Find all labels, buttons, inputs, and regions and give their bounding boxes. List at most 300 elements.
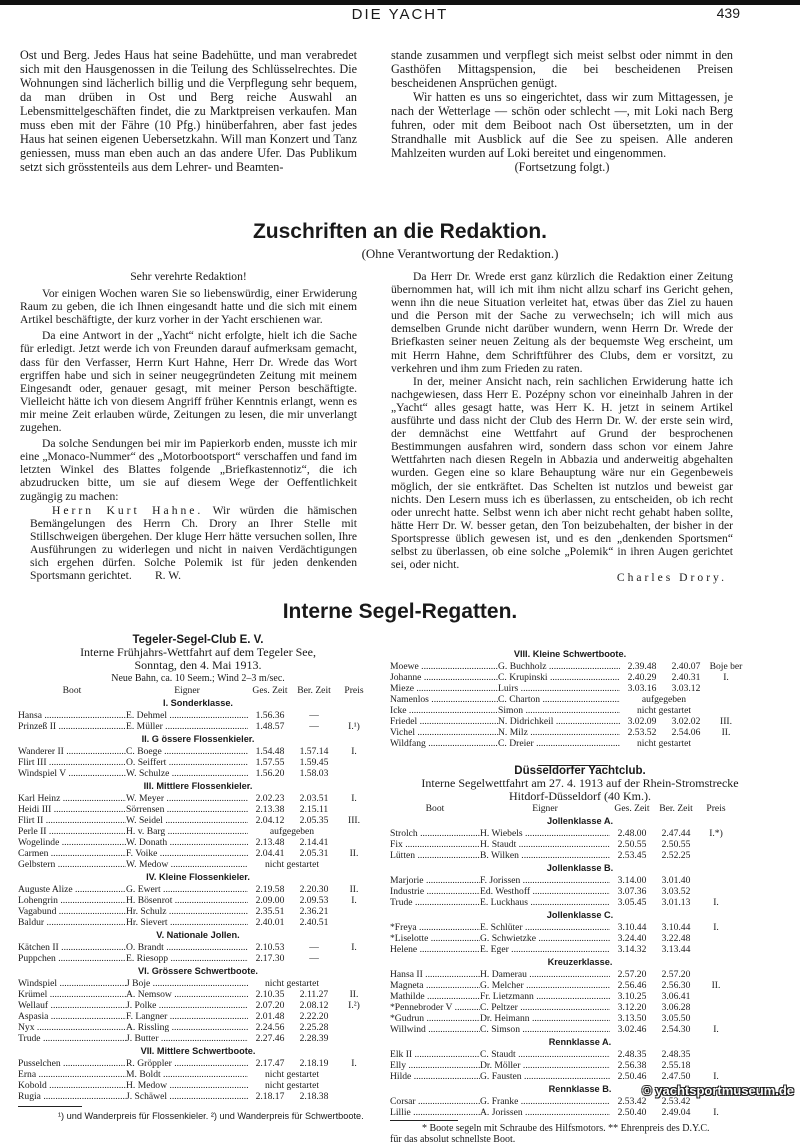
quoted-notice [20, 504, 357, 583]
owner-name: O. Seiffert ..... [126, 757, 248, 768]
prize: I. [723, 672, 729, 683]
prize: I. [351, 942, 357, 953]
prize [336, 1080, 372, 1091]
corrected-time: 2.48.35 [661, 1049, 691, 1060]
duesseldorf-footnote-cont: für das absolut schnellste Boot. [390, 1134, 516, 1145]
total-time: 2.48.00 [617, 828, 647, 839]
owner-name: J. Polke ..... [126, 1000, 248, 1011]
col-owner: Eigner [532, 803, 558, 814]
table-row [18, 989, 378, 1000]
race-status: aufgegeben [641, 694, 687, 705]
prize: I. [713, 1107, 719, 1118]
table-row [18, 1011, 378, 1022]
total-time: 3.05.45 [617, 897, 647, 908]
boat-name: Heidi III ..... [18, 804, 126, 815]
prize [698, 991, 734, 1002]
corrected-time: 2.40.31 [671, 672, 701, 683]
total-time: 3.02.09 [627, 716, 657, 727]
table-row [390, 661, 750, 672]
table-row [390, 969, 770, 980]
corrected-time: 2.53.42 [661, 1096, 691, 1107]
table-row [18, 942, 378, 953]
corrected-time: 1.59.45 [299, 757, 329, 768]
boat-name: Helene ..... [390, 944, 480, 955]
boat-name: Gelbstern ..... [18, 859, 126, 870]
corrected-time: 2.05.31 [299, 848, 329, 859]
owner-name: W. Seidel ..... [126, 815, 248, 826]
boat-name: Corsar ..... [390, 1096, 480, 1107]
corrected-time: 1.58.03 [299, 768, 329, 779]
class-heading: IV. Kleine Flossenkieler. [146, 872, 250, 882]
prize: III. [720, 716, 732, 727]
owner-name: F. Langner ..... [126, 1011, 248, 1022]
class-heading: Kreuzerklasse. [547, 957, 613, 967]
owner-name: J. Schäwel ..... [126, 1091, 248, 1102]
owner-name: J Boje ..... [126, 978, 248, 989]
table-row [18, 746, 378, 757]
prize [708, 694, 744, 705]
corrected-time: 3.02.02 [671, 716, 701, 727]
table-row [18, 895, 378, 906]
table-row [18, 1058, 378, 1069]
corrected-time: 2.20.30 [299, 884, 329, 895]
table-row [390, 897, 770, 908]
boat-name: Perle II ..... [18, 826, 126, 837]
corrected-time: 2.09.53 [299, 895, 329, 906]
col-total: Ges. Zeit [252, 685, 288, 696]
corrected-time: 3.05.50 [661, 1013, 691, 1024]
owner-name: H. Wiebels ..... [480, 828, 610, 839]
boat-name: Karl Heinz ..... [18, 793, 126, 804]
table-row [390, 1107, 770, 1118]
prize: I.¹) [348, 721, 360, 732]
total-time: 2.57.20 [617, 969, 647, 980]
corrected-time: 2.47.44 [661, 828, 691, 839]
boat-name: Trude ..... [18, 1033, 126, 1044]
col-prize: Preis [344, 685, 364, 696]
total-time: 2.50.55 [617, 839, 647, 850]
prize [336, 906, 372, 917]
table-row [18, 837, 378, 848]
total-time: 2.56.38 [617, 1060, 647, 1071]
race-status: nicht gestartet [264, 1069, 320, 1080]
prize: I. [351, 1058, 357, 1069]
table-row [390, 933, 770, 944]
owner-name: C. Charton ..... [498, 694, 620, 705]
class-heading: Rennklasse A. [548, 1037, 612, 1047]
prize [336, 837, 372, 848]
owner-name: A. Nemsow ..... [126, 989, 248, 1000]
duesseldorf-footnote: * Boote segeln mit Schraube des Hilfsmotors. ** Ehrenpreis des D.Y.C. [422, 1123, 710, 1134]
prize [708, 705, 744, 716]
col-corrected: Ber. Zeit [297, 685, 331, 696]
page-number: 439 [716, 5, 740, 21]
owner-name: C. Dreier ..... [498, 738, 620, 749]
boat-name: Industrie ..... [390, 886, 480, 897]
owner-name: E. Eger ..... [480, 944, 610, 955]
corrected-time: — [309, 710, 319, 721]
table-row [18, 953, 378, 964]
event-name: Interne Frühjahrs-Wettfahrt auf dem Tegeler See, [80, 645, 316, 659]
table-row [18, 884, 378, 895]
table-row [18, 848, 378, 859]
boat-name: Erna ..... [18, 1069, 126, 1080]
table-row [18, 906, 378, 917]
total-time: 3.12.20 [617, 1002, 647, 1013]
boat-name: Puppchen ..... [18, 953, 126, 964]
prize [698, 875, 734, 886]
table-row [390, 944, 770, 955]
corrected-time: 2.22.20 [299, 1011, 329, 1022]
table-row [390, 1049, 770, 1060]
running-head [0, 5, 800, 25]
prize: I. [351, 746, 357, 757]
regattas-title: Interne Segel-Regatten. [282, 600, 518, 623]
journal-title: DIE YACHT [351, 6, 449, 23]
table-row [390, 828, 770, 839]
boat-name: Krümel ..... [18, 989, 126, 1000]
owner-name: G. Melcher ..... [480, 980, 610, 991]
boat-name: Prinzeß II ..... [18, 721, 126, 732]
letter-paragraph: Da solche Sendungen bei mir im Papierkorb enden, musste ich mir eine „Monaco-Nummer“ des „Motorbootsport“ verschaffen und fand im letzten Winkel des Blattes folgende „Briefkastennotiz“, die ich abzudrucken bitte, um sie auf diesem Wege der Oeffentlichkeit zugängig zu machen: [20, 437, 357, 503]
corrected-time: 2.05.35 [299, 815, 329, 826]
boat-name: Hilde ..... [390, 1071, 480, 1082]
corrected-time: 2.55.18 [661, 1060, 691, 1071]
salutation: Sehr verehrte Redaktion! [130, 270, 247, 283]
table-row [18, 768, 378, 779]
class-heading: I. Sonderklasse. [163, 698, 233, 708]
owner-name: W. Donath ..... [126, 837, 248, 848]
table-row [18, 804, 378, 815]
table-row [390, 1060, 770, 1071]
footnote-rule [390, 1120, 458, 1121]
table-row [390, 886, 770, 897]
quote-signature: R. W. [154, 569, 182, 583]
total-time: 2.10.35 [255, 989, 285, 1000]
boat-name: Marjorie ..... [390, 875, 480, 886]
total-time: 1.57.55 [255, 757, 285, 768]
owner-name: Sörrensen ..... [126, 804, 248, 815]
owner-name: W. Medow ..... [126, 859, 248, 870]
boat-name: Kobold ..... [18, 1080, 126, 1091]
boat-name: Rugia ..... [18, 1091, 126, 1102]
corrected-time: 2.54.06 [671, 727, 701, 738]
boat-name: Kätchen II ..... [18, 942, 126, 953]
prize: III. [348, 815, 360, 826]
table-row [18, 917, 378, 928]
prize: II. [349, 884, 359, 895]
total-time: 3.13.50 [617, 1013, 647, 1024]
total-time: 2.50.46 [617, 1071, 647, 1082]
club-name: Tegeler-Segel-Club E. V. [132, 634, 264, 646]
table-row [18, 1069, 378, 1080]
corrected-time: 2.15.11 [299, 804, 329, 815]
owner-name: Hr. Schulz ..... [126, 906, 248, 917]
boat-name: *Gudrun ..... [390, 1013, 480, 1024]
table-row [390, 850, 770, 861]
class-heading: Jollenklasse C. [546, 910, 614, 920]
prize [336, 1091, 372, 1102]
total-time: 3.10.25 [617, 991, 647, 1002]
travel-article-left [20, 48, 357, 174]
letter-signature: Charles Drory. [616, 571, 727, 585]
owner-name: Hr. Sievert ..... [126, 917, 248, 928]
letters-subtitle: (Ohne Verantwortung der Redaktion.) [361, 246, 559, 261]
owner-name: C. Peltzer ..... [480, 1002, 610, 1013]
table-row [390, 683, 750, 694]
corrected-time: 2.18.38 [299, 1091, 329, 1102]
table-row [390, 1071, 770, 1082]
boat-name: *Pennebroder V ..... [390, 1002, 480, 1013]
table-row [390, 694, 750, 705]
boat-name: Wildfang ..... [390, 738, 498, 749]
owner-name: A. Rissling ..... [126, 1022, 248, 1033]
corrected-time: 2.50.55 [661, 839, 691, 850]
boat-name: Windspiel V ..... [18, 768, 126, 779]
owner-name: Luirs ..... [498, 683, 620, 694]
tegel-class-viii-body [390, 647, 750, 749]
owner-name: A. Jorissen ..... [480, 1107, 610, 1118]
owner-name: H. v. Barg ..... [126, 826, 248, 837]
corrected-time: 2.11.27 [299, 989, 329, 1000]
boat-name: Lohengrin ..... [18, 895, 126, 906]
total-time: 2.53.52 [627, 727, 657, 738]
col-boat: Boot [425, 803, 445, 814]
corrected-time: 2.25.28 [299, 1022, 329, 1033]
boat-name: Elk II ..... [390, 1049, 480, 1060]
prize [708, 683, 744, 694]
corrected-time: 3.03.12 [671, 683, 701, 694]
total-time: 2.40.29 [627, 672, 657, 683]
total-time: 2.24.56 [255, 1022, 285, 1033]
total-time: 1.56.36 [255, 710, 285, 721]
corrected-time: 2.52.25 [661, 850, 691, 861]
total-time: 2.39.48 [627, 661, 657, 672]
owner-name: E. Riesopp ..... [126, 953, 248, 964]
travel-right-p1: stande zusammen und verpflegt sich meist selbst oder nimmt in den Gasthöfen Mittagspension, die bei bescheidenen Preisen bescheidenen Ansprüchen genügt. [391, 48, 733, 90]
table-row [18, 815, 378, 826]
prize: I. [351, 895, 357, 906]
table-row [18, 1033, 378, 1044]
club-name: Düsseldorfer Yachtclub. [514, 765, 646, 777]
class-heading: Jollenklasse A. [546, 816, 614, 826]
letters-title: Zuschriften an die Redaktion. [252, 220, 548, 243]
tegel-results-continued [390, 647, 750, 766]
corrected-time: 2.36.21 [299, 906, 329, 917]
boat-name: Hansa II ..... [390, 969, 480, 980]
owner-name: E. Luckhaus ..... [480, 897, 610, 908]
total-time: 2.13.38 [255, 804, 285, 815]
boat-name: Auguste Alize ..... [18, 884, 126, 895]
table-row [390, 716, 750, 727]
owner-name: O. Brandt ..... [126, 942, 248, 953]
footnote-rule [18, 1106, 82, 1107]
owner-name: G. Schwietzke ..... [480, 933, 610, 944]
quote-text: Wir würden die hämischen Bemängelungen des Herrn Ch. Drory an Ihrer Stelle mit Stillschweigen übergehen. Der kluge Herr hätte versuchen sollen, Ihre Ausführungen zu widerlegen und nicht in naiven Verdächtigungen sich ergehen dürfen. Solche Polemik ist für jeden denkenden Sportsmann gerichtet. [30, 503, 357, 583]
class-heading: III. Mittlere Flossenkieler. [143, 781, 253, 791]
prize [336, 804, 372, 815]
boat-name: Vichel ..... [390, 727, 498, 738]
class-heading: Jollenklasse B. [546, 863, 614, 873]
col-corrected: Ber. Zeit [659, 803, 693, 814]
prize [336, 1011, 372, 1022]
quote-addressee: Herrn Kurt Hahne. [52, 503, 204, 517]
event-course: Hitdorf-Düsseldorf (40 Km.). [509, 789, 651, 803]
tegel-footnote: ¹) und Wanderpreis für Flossenkieler. ²) und Wanderpreis für Schwertboote. [58, 1111, 364, 1121]
boat-name: Trude ..... [390, 897, 480, 908]
event-name: Interne Segelwettfahrt am 27. 4. 1913 auf der Rhein-Stromstrecke [421, 776, 739, 790]
table-row [18, 721, 378, 732]
travel-right-p2: Wir hatten es uns so eingerichtet, dass wir zum Mittagessen, je nach der Wetterlage — schön oder schlecht —, mit Loki nach Berg fuhren, oder mit dem Beiboot nach Ost übersetzten, um in der Strandhalle mit Ausblick auf die See zu speisen. Alle anderen Mahlzeiten wurden auf Loki bereitet und eingenommen. [391, 90, 733, 160]
race-status: aufgegeben [269, 826, 315, 837]
boat-name: Pusselchen ..... [18, 1058, 126, 1069]
prize: I.²) [348, 1000, 360, 1011]
letter-paragraph: Da eine Antwort in der „Yacht“ nicht erfolgte, hielt ich die Sache für erledigt. Jetzt werde ich von Freunden darauf aufmerksam gemacht, dass für den Verfasser, Herrn Kurt Hahne, Herr Dr. Wrede das Wort ergriffen habe und sich in seiner neugegründeten Zeitung mit meinem Eingesandt oder, genauer gesagt, mit meiner Person beschäftigte. Vielleicht hätte ich von diesem Angriff früher Kenntnis erlangt, wenn es mir meine Zeit erlauben würde, Zeitungen zu lesen, die mir unverlangt zugehen. [20, 329, 357, 435]
boat-name: Mieze ..... [390, 683, 498, 694]
boat-name: Mathilde ..... [390, 991, 480, 1002]
corrected-time: 3.06.41 [661, 991, 691, 1002]
prize [698, 933, 734, 944]
prize [336, 917, 372, 928]
owner-name: G. Ewert ..... [126, 884, 248, 895]
corrected-time: — [309, 942, 319, 953]
col-prize: Preis [706, 803, 726, 814]
owner-name: E. Schlüter ..... [480, 922, 610, 933]
prize: I. [713, 1024, 719, 1035]
continued-note: (Fortsetzung folgt.) [514, 160, 610, 174]
race-status: nicht gestartet [636, 738, 692, 749]
table-row [390, 1024, 770, 1035]
corrected-time: 2.57.20 [661, 969, 691, 980]
corrected-time: 2.40.07 [671, 661, 701, 672]
class-heading: VIII. Kleine Schwertboote. [513, 649, 627, 659]
boat-name: Windspiel ..... [18, 978, 126, 989]
table-row [390, 922, 770, 933]
boat-name: *Liselotte ..... [390, 933, 480, 944]
owner-name: G. Buchholz ..... [498, 661, 620, 672]
corrected-time: 2.47.50 [661, 1071, 691, 1082]
table-row [390, 705, 750, 716]
prize [698, 1002, 734, 1013]
total-time: 1.54.48 [255, 746, 285, 757]
corrected-time: 3.03.52 [661, 886, 691, 897]
boat-name: Wanderer II ..... [18, 746, 126, 757]
prize [336, 757, 372, 768]
boat-name: Strolch ..... [390, 828, 480, 839]
race-status: nicht gestartet [264, 1080, 320, 1091]
owner-name: E. Müller ..... [126, 721, 248, 732]
duesseldorf-table-body [390, 814, 770, 1118]
prize: Boje ber [709, 661, 743, 672]
corrected-time: 3.13.44 [661, 944, 691, 955]
corrected-time: 3.06.28 [661, 1002, 691, 1013]
corrected-time: 1.57.14 [299, 746, 329, 757]
table-row [18, 757, 378, 768]
prize [336, 768, 372, 779]
table-row [18, 1022, 378, 1033]
owner-name: R. Gröppler ..... [126, 1058, 248, 1069]
owner-name: W. Meyer ..... [126, 793, 248, 804]
owner-name: C. Boege ..... [126, 746, 248, 757]
owner-name: Simon ..... [498, 705, 620, 716]
owner-name: M. Boldt ..... [126, 1069, 248, 1080]
boat-name: *Freya ..... [390, 922, 480, 933]
total-time: 2.50.40 [617, 1107, 647, 1118]
event-course: Neue Bahn, ca. 10 Seem.; Wind 2–3 m/sec. [111, 673, 285, 684]
total-time: 3.14.32 [617, 944, 647, 955]
table-row [18, 1080, 378, 1091]
prize [698, 1013, 734, 1024]
owner-name: Dr. Heimann ..... [480, 1013, 610, 1024]
race-status: nicht gestartet [264, 859, 320, 870]
total-time: 2.48.35 [617, 1049, 647, 1060]
table-row [18, 710, 378, 721]
prize [698, 839, 734, 850]
prize: I. [351, 793, 357, 804]
owner-name: Fr. Lietzmann ..... [480, 991, 610, 1002]
travel-article-right [391, 48, 733, 174]
class-heading: VI. Grössere Schwertboote. [138, 966, 258, 976]
table-header [18, 685, 378, 696]
owner-name: W. Schulze ..... [126, 768, 248, 779]
prize [336, 953, 372, 964]
owner-name: B. Wilken ..... [480, 850, 610, 861]
total-time: 2.27.46 [255, 1033, 285, 1044]
prize [698, 944, 734, 955]
corrected-time: 3.10.44 [661, 922, 691, 933]
owner-name: Ed. Westhoff ..... [480, 886, 610, 897]
total-time: 2.19.58 [255, 884, 285, 895]
owner-name: H. Staudt ..... [480, 839, 610, 850]
prize [336, 826, 372, 837]
letter-right-column [391, 270, 733, 584]
owner-name: G. Franke ..... [480, 1096, 610, 1107]
boat-name: Icke ..... [390, 705, 498, 716]
total-time: 3.24.40 [617, 933, 647, 944]
owner-name: F. Jorissen ..... [480, 875, 610, 886]
tegel-results [18, 635, 378, 1122]
table-row [390, 839, 770, 850]
total-time: 3.02.46 [617, 1024, 647, 1035]
owner-name: E. Dehmel ..... [126, 710, 248, 721]
prize [336, 1022, 372, 1033]
corrected-time: 2.40.51 [299, 917, 329, 928]
prize: I. [713, 922, 719, 933]
class-heading: Rennklasse B. [548, 1084, 612, 1094]
boat-name: Moewe ..... [390, 661, 498, 672]
tegel-table-body [18, 696, 378, 1102]
boat-name: Aspasia ..... [18, 1011, 126, 1022]
corrected-time: 2.03.51 [299, 793, 329, 804]
boat-name: Johanne ..... [390, 672, 498, 683]
corrected-time: 3.22.48 [661, 933, 691, 944]
prize [336, 1033, 372, 1044]
total-time: 2.10.53 [255, 942, 285, 953]
owner-name: Dr. Möller ..... [480, 1060, 610, 1071]
prize: I.*) [709, 828, 723, 839]
corrected-time: — [309, 953, 319, 964]
prize [336, 978, 372, 989]
total-time: 1.56.20 [255, 768, 285, 779]
travel-left-text: Ost und Berg. Jedes Haus hat seine Badehütte, und man verabredet sich mit den Hausgenossen in die Teilung des Schlüsselrechtes. Die Wohnungen sind lächerlich billig und die Verpflegung sehr bequem, da man drüben in Ost und Berg reiche Auswahl an Lebensmittelgeschäften findet, die zu Marktpreisen verkaufen. Man muss eben mit der Fähre (10 Pfg.) hinüberfahren, aber fast jedes Haus hat seinen eigenen Uebersetzkahn. Will man Konzert und Tanz geniessen, muss man eben auch an das andere Ufer. Das Publikum setzt sich grösstenteils aus dem Lehrer- und Beamten- [20, 48, 357, 174]
event-date: Sonntag, den 4. Mai 1913. [134, 658, 262, 672]
total-time: 2.53.45 [617, 850, 647, 861]
boat-name: Vagabund ..... [18, 906, 126, 917]
table-row [390, 1002, 770, 1013]
prize: II. [349, 989, 359, 1000]
prize [698, 969, 734, 980]
corrected-time: 3.01.13 [661, 897, 691, 908]
